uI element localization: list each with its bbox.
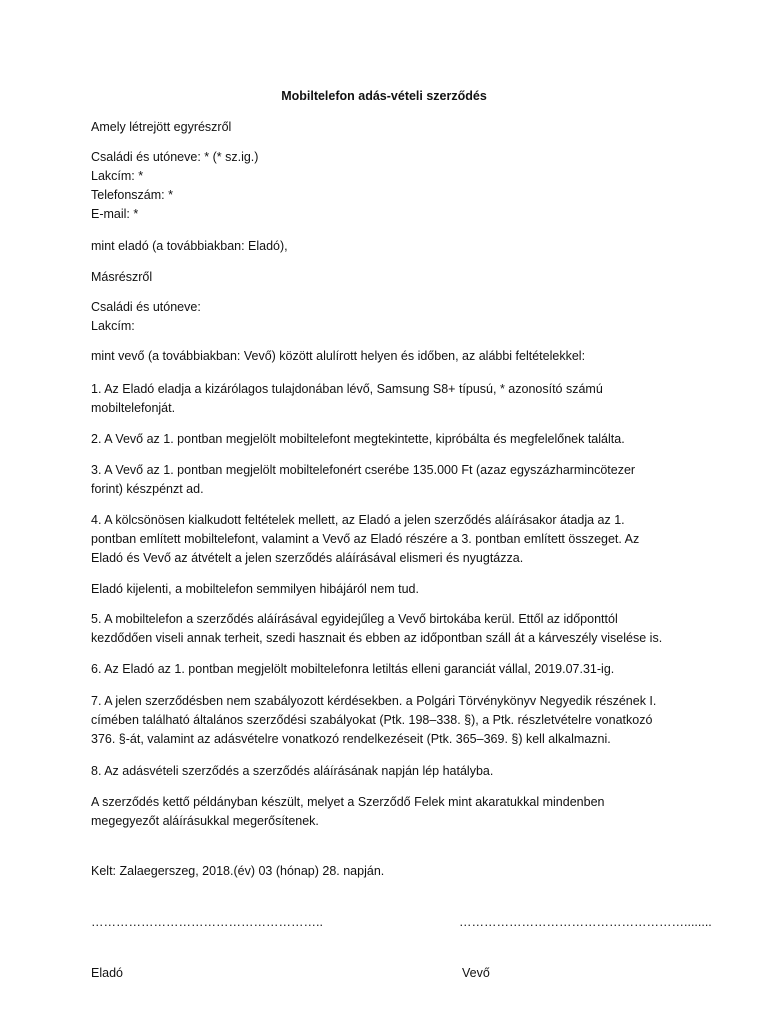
buyer-signature-line: ………………………………………………........ xyxy=(459,915,712,929)
buyer-address-label: Lakcím: xyxy=(91,319,135,333)
clause-8: 8. Az adásvételi szerződés a szerződés aláírásának napján lép hatályba. xyxy=(91,764,494,778)
clause-7: 7. A jelen szerződésben nem szabályozott kérdésekben. a Polgári Törvénykönyv Negyedik részének I. címében található általános szerződési szabályokat (Ptk. 198–338. §), a Ptk. részletvételre vonatkozó 376. §-át, valamint az adásvételre vonatkozó rendelkezéseit (Ptk. 365–369. §) kell alkalmazni. xyxy=(91,694,657,746)
clause-3: 3. A Vevő az 1. pontban megjelölt mobiltelefonért cserébe 135.000 Ft (azaz egyszázharmincötezer forint) készpénzt ad. xyxy=(91,463,636,496)
clause-4: 4. A kölcsönösen kialkudott feltételek mellett, az Eladó a jelen szerződés aláírásakor átadja az 1. pontban említett mobiltelefont, valamint a Vevő az Eladó részére a 3. pontban említett összeget. Az Eladó és Vevő az átvételt a jelen szerződés aláírásával elismeri és nyugtázza. xyxy=(91,513,640,565)
seller-phone-label: Telefonszám: * xyxy=(91,188,173,202)
buyer-role: mint vevő (a továbbiakban: Vevő) között alulírott helyen és időben, az alábbi feltételekkel: xyxy=(91,349,586,363)
clause-2: 2. A Vevő az 1. pontban megjelölt mobiltelefont megtekintette, kipróbálta és megfelelőnek találta. xyxy=(91,432,625,446)
seller-role: mint eladó (a továbbiakban: Eladó), xyxy=(91,239,288,253)
other-party-intro: Másrészről xyxy=(91,270,153,284)
clause-1: 1. Az Eladó eladja a kizárólagos tulajdonában lévő, Samsung S8+ típusú, * azonosító számú mobiltelefonját. xyxy=(91,382,603,415)
clause-6: 6. Az Eladó az 1. pontban megjelölt mobiltelefonra letiltás elleni garanciát vállal, 2019.07.31-ig. xyxy=(91,662,615,676)
buyer-signature-label: Vevő xyxy=(462,966,490,980)
place-date: Kelt: Zalaegerszeg, 2018.(év) 03 (hónap) 28. napján. xyxy=(91,864,385,878)
seller-email-label: E-mail: * xyxy=(91,207,139,221)
buyer-name-label: Családi és utóneve: xyxy=(91,300,201,314)
intro-text: Amely létrejött egyrészről xyxy=(91,120,232,134)
seller-name-label: Családi és utóneve: * (* sz.ig.) xyxy=(91,150,259,164)
seller-details xyxy=(91,148,691,224)
seller-signature-label: Eladó xyxy=(91,966,123,980)
clause-5: 5. A mobiltelefon a szerződés aláírásával egyidejűleg a Vevő birtokába kerül. Ettől az időponttól kezdődően viseli annak terheit, szedi hasznait és ebben az időpontban száll át a kárveszély viselése is. xyxy=(91,612,663,645)
closing-statement: A szerződés kettő példányban készült, melyet a Szerződő Felek mint akaratukkal mindenben megegyezőt aláírásukkal megerősítenek. xyxy=(91,795,605,828)
seller-address-label: Lakcím: * xyxy=(91,169,144,183)
buyer-details xyxy=(91,298,691,336)
seller-declaration: Eladó kijelenti, a mobiltelefon semmilyen hibájáról nem tud. xyxy=(91,582,419,596)
document-title: Mobiltelefon adás-vételi szerződés xyxy=(281,89,487,103)
seller-signature-line: ……………………………………………….. xyxy=(91,915,323,929)
